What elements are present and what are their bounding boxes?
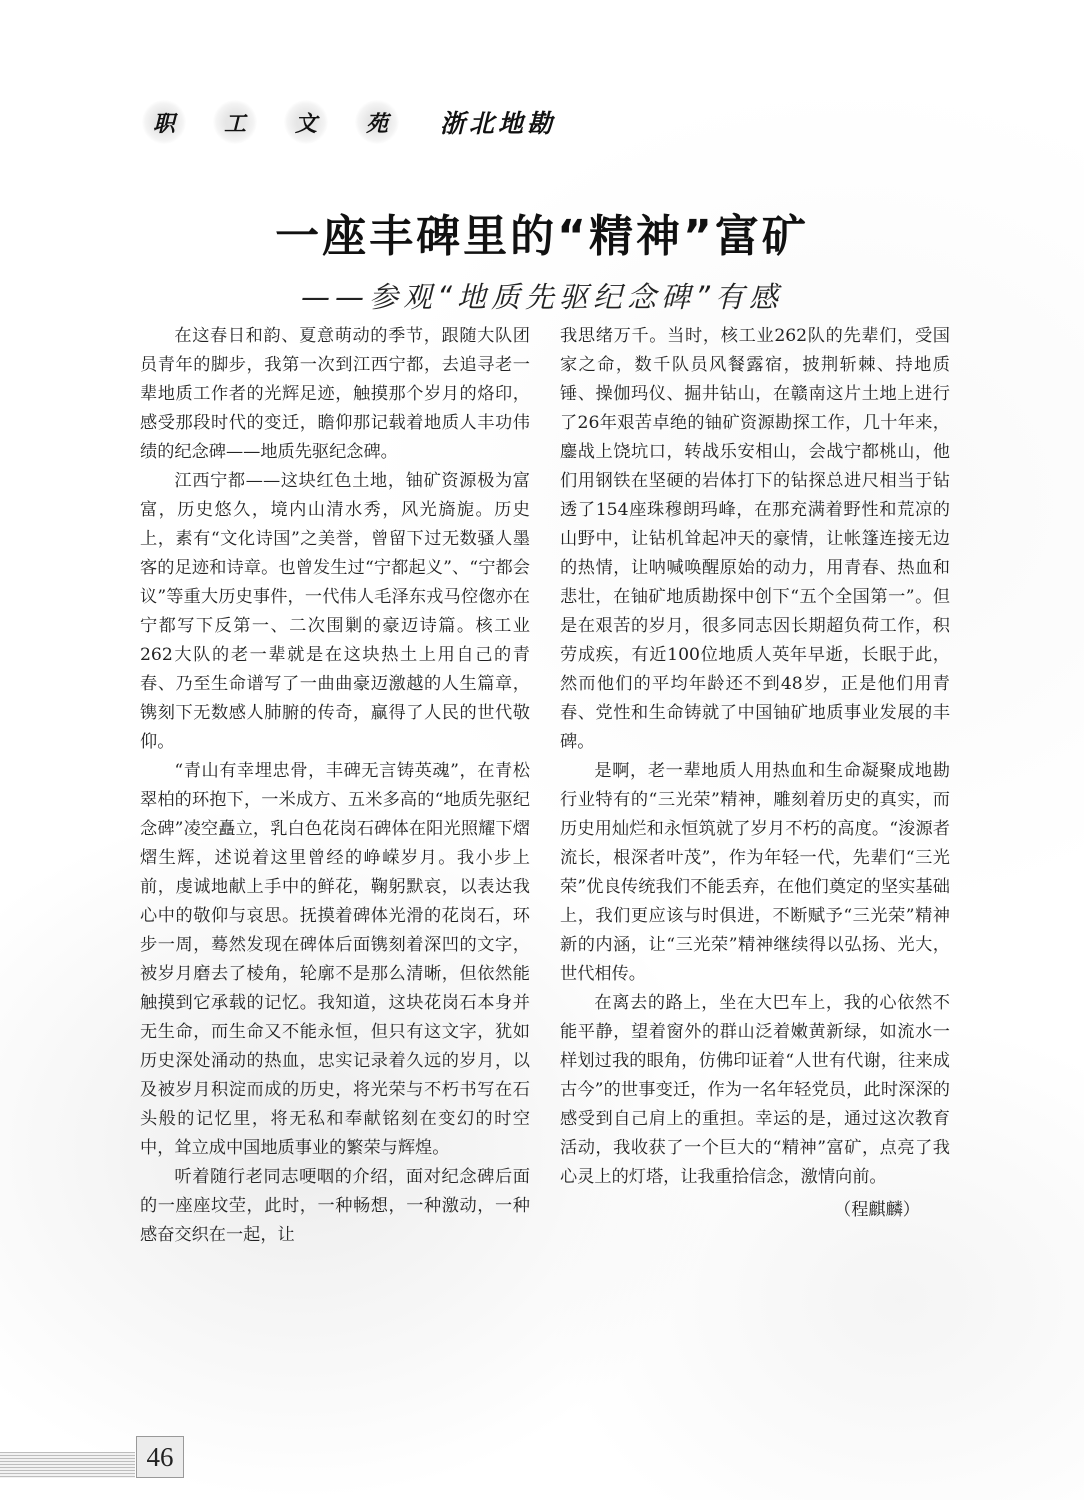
footer-stripe — [0, 1452, 135, 1478]
article-subtitle: ——参观“地质先驱纪念碑”有感 — [300, 280, 784, 314]
paragraph: 江西宁都——这块红色土地，铀矿资源极为富富，历史悠久，境内山清水秀，风光旖旎。历史上，素有“文化诗国”之美誉，曾留下过无数骚人墨客的足迹和诗章。也曾发生过“宁都起义”、“宁都会议”等重大历史事件，一代伟人毛泽东戎马倥偬亦在宁都写下反第一、二次围剿的豪迈诗篇。核工业262大队的老一辈就是在这块热土上用自己的青春、乃至生命谱写了一曲曲豪迈激越的人生篇章，镌刻下无数感人肺腑的传奇，赢得了人民的世代敬仰。 — [140, 471, 530, 752]
paragraph: “青山有幸埋忠骨，丰碑无言铸英魂”，在青松翠柏的环抱下，一米成方、五米多高的“地质先驱纪念碑”凌空矗立，乳白色花岗石碑体在阳光照耀下熠熠生辉，述说着这里曾经的峥嵘岁月。我小步上前，虔诚地献上手中的鲜花，鞠躬默哀，以表达我心中的敬仰与哀思。抚摸着碑体光滑的花岗石，环步一周，蓦然发现在碑体后面镌刻着深凹的文字，被岁月磨去了棱角，轮廓不是那么清晰，但依然能触摸到它承载的记忆。我知道，这块花岗石本身并无生命，而生命又不能永恒，但只有这文字，犹如历史深处涌动的热血，忠实记录着久远的岁月，以及被岁月积淀而成的历史，将光荣与不朽书写在石头般的记忆里，将无私和奉献铭刻在变幻的时空中，耸立成中国地质事业的繁荣与辉煌。 — [140, 761, 530, 1158]
paragraph: 在这春日和韵、夏意萌动的季节，跟随大队团员青年的脚步，我第一次到江西宁都，去追寻老一辈地质工作者的光辉足迹，触摸那个岁月的烙印，感受那段时代的变迁，瞻仰那记载着地质人丰功伟绩的纪念碑——地质先驱纪念碑。 — [140, 326, 530, 462]
left-column — [140, 322, 530, 1250]
section-char-3: 文 — [284, 100, 328, 144]
section-char-2: 工 — [213, 100, 257, 144]
brand-name: 浙北地勘 — [440, 109, 557, 138]
page-number: 46 — [136, 1436, 184, 1478]
right-column — [560, 322, 950, 1225]
section-char-1: 职 — [142, 100, 186, 144]
article-title: 一座丰碑里的“精神”富矿 — [275, 211, 809, 262]
section-char-4: 苑 — [355, 100, 399, 144]
paragraph: 听着随行老同志哽咽的介绍，面对纪念碑后面的一座座坟茔，此时，一种畅想，一种激动，一种感奋交织在一起，让 — [140, 1167, 530, 1245]
author-signature: （程麒麟） — [834, 1200, 920, 1220]
paragraph: 是啊，老一辈地质人用热血和生命凝聚成地勘行业特有的“三光荣”精神，雕刻着历史的真实，而历史用灿烂和永恒筑就了岁月不朽的高度。“浚源者流长，根深者叶茂”，作为年轻一代，先辈们“三光荣”优良传统我们不能丢弃，在他们奠定的坚实基础上，我们更应该与时俱进，不断赋予“三光荣”精神新的内涵，让“三光荣”精神继续得以弘扬、光大，世代相传。 — [560, 761, 950, 984]
section-header — [142, 100, 556, 144]
paragraph-continuation: 我思绪万千。当时，核工业262队的先辈们，受国家之命，数千队员风餐露宿，披荆斩棘、持地质锤、操伽玛仪、掘井钻山，在赣南这片土地上进行了26年艰苦卓绝的铀矿资源勘探工作，几十年来，鏖战上饶坑口，转战乐安相山，会战宁都桃山，他们用钢铁在坚硬的岩体打下的钻探总进尺相当于钻透了154座珠穆朗玛峰，在那充满着野性和荒凉的山野中，让钻机耸起冲天的豪情，让帐篷连接无边的热情，让呐喊唤醒原始的动力，用青春、热血和悲壮，在铀矿地质勘探中创下“五个全国第一”。但是在艰苦的岁月，很多同志因长期超负荷工作，积劳成疾，有近100位地质人英年早逝，长眠于此，然而他们的平均年龄还不到48岁，正是他们用青春、党性和生命铸就了中国铀矿地质事业发展的丰碑。 — [560, 326, 950, 752]
paragraph: 在离去的路上，坐在大巴车上，我的心依然不能平静，望着窗外的群山泛着嫩黄新绿，如流水一样划过我的眼角，仿佛印证着“人世有代谢，往来成古今”的世事变迁，作为一名年轻党员，此时深深的感受到自己肩上的重担。幸运的是，通过这次教育活动，我收获了一个巨大的“精神”富矿，点亮了我心灵上的灯塔，让我重拾信念，激情向前。 — [560, 993, 950, 1187]
